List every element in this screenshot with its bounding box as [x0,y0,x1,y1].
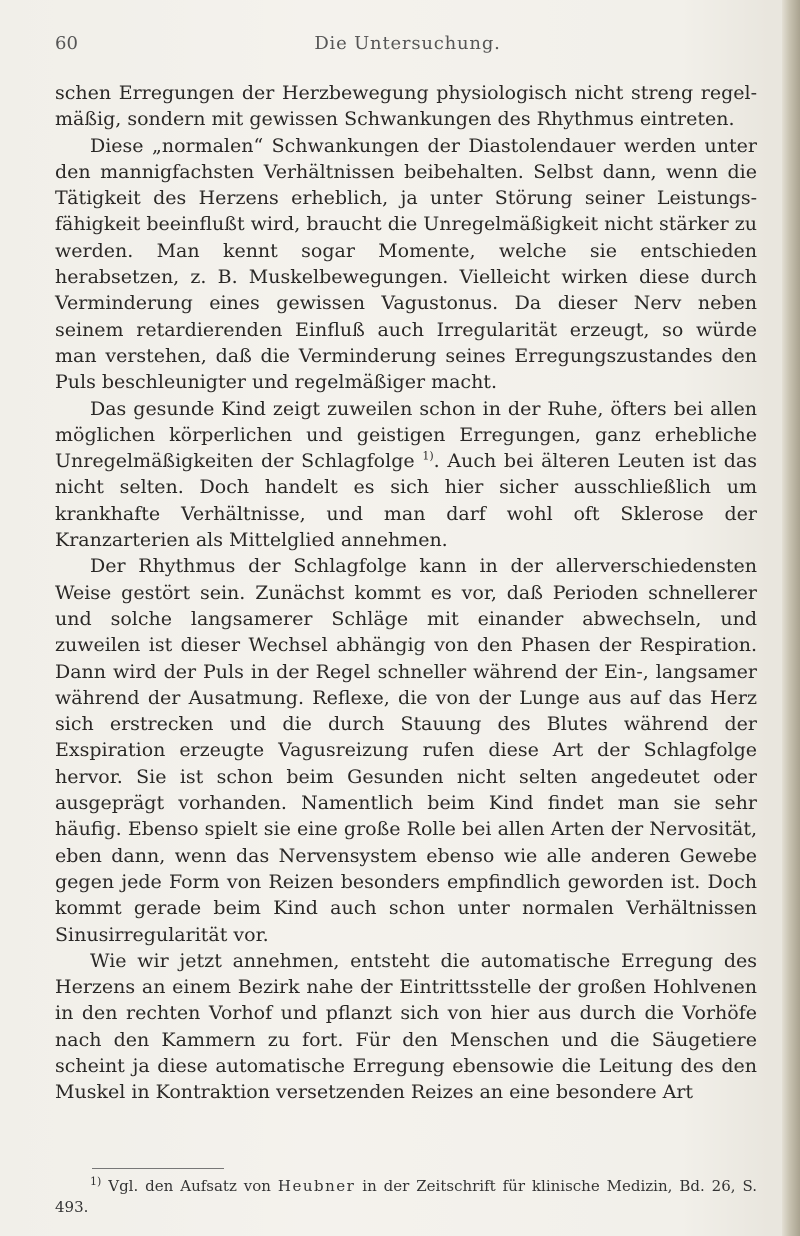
running-head: Die Untersuchung. [314,33,501,54]
paragraph-3-rest: Auch bei älteren Leuten ist das nicht selten. Doch handelt es sich hier sicher ausschließlich um krankhafte Verhältnisse, und man darf wohl oft Sklerose der Kranzarterien als Mittelglied annehmen. [55,450,757,552]
paragraph-5: Wie wir jetzt annehmen, entsteht die automatische Erregung des Herzens an einem Bezirk nahe der Eintrittsstelle der großen Hohlvenen in den rechten Vorhof und pflanzt sich von hier aus durch die Vorhöfe nach den Kammern zu fort. Für den Menschen und die Säugetiere scheint ja diese automatische Erregung ebensowie die Leitung des den Muskel in Kontraktion versetzenden Reizes an eine besondere Art [55,949,757,1104]
paragraph-3: Das gesunde Kind zeigt zuweilen schon in der Ruhe, öfters bei allen möglichen körperlichen und geistigen Erregungen, ganz erhebliche Unregelmäßigkeiten der Schlagfolge $^{1)}$. Auch bei älteren Leuten ist das nicht selten. Doch handelt es sich hier sicher ausschließlich um krankhafte Verhältnisse, und man darf wohl oft Sklerose der Kranzarterien als Mittelglied annehmen. [55,397,757,552]
footnote-author: Heubner [277,1177,356,1195]
page-header [55,33,760,59]
paragraph-2: Diese „normalen“ Schwankungen der Diastolendauer werden unter den mannigfachsten Verhältnissen beibehalten. Selbst dann, wenn die Tätigkeit des Herzens erheblich, ja unter Störung seiner Leistungsfähigkeit beeinflußt wird, braucht die Unregelmäßigkeit nicht stärker zu werden. Man kennt sogar Momente, welche sie entschieden herabsetzen, z. B. Muskelbewegungen. Vielleicht wirken diese durch Verminderung eines gewissen Vagustonus. Da dieser Nerv neben seinem retardierenden Einfluß auch Irregularität erzeugt, so würde man verstehen, daß die Verminderung seines Erregungszustandes den Puls beschleunigter und regelmäßiger macht. [55,134,757,394]
footnote-marker: 1) [90,1175,102,1188]
page-edge [782,0,800,1236]
footnote-text-after: in der Zeitschrift für klinische Medizin, Bd. 26, S. 493. [55,1177,757,1216]
footnote-text-before: Vgl. den Aufsatz von [108,1177,271,1195]
footnote-divider [92,1168,224,1169]
body-text [55,80,757,1106]
page-number: 60 [55,33,78,54]
paragraph-3-lead: Das gesunde Kind zeigt zuweilen schon in der Ruhe, öfters bei allen möglichen körperlichen und geistigen Erregungen, ganz erhebliche Unregelmäßigkeiten der Schlagfolge [55,397,757,473]
footnote [55,1176,757,1218]
footnote-reference[interactable]: 1) [422,449,434,463]
paragraph-1: schen Erregungen der Herzbewegung physiologisch nicht streng regelmäßig, sondern mit gewissen Schwankungen des Rhythmus eintreten. [55,82,757,131]
paragraph-4: Der Rhythmus der Schlagfolge kann in der allerverschiedensten Weise gestört sein. Zunächst kommt es vor, daß Perioden schnellerer und solche langsamerer Schläge mit einander abwechseln, und zuweilen ist dieser Wechsel abhängig von den Phasen der Respiration. Dann wird der Puls in der Regel schneller während der Ein-, langsamer während der Ausatmung. Reflexe, die von der Lunge aus auf das Herz sich erstrecken und die durch Stauung des Blutes während der Exspiration erzeugte Vagusreizung rufen diese Art der Schlagfolge hervor. Sie ist schon beim Gesunden nicht selten angedeutet oder ausgeprägt vorhanden. Namentlich beim Kind findet man sie sehr häufig. Ebenso spielt sie eine große Rolle bei allen Arten der Nervosität, eben dann, wenn das Nervensystem ebenso wie alle anderen Gewebe gegen jede Form von Reizen besonders empfindlich geworden ist. Doch kommt gerade beim Kind auch schon unter normalen Verhältnissen Sinusirregularität vor. [55,555,757,946]
